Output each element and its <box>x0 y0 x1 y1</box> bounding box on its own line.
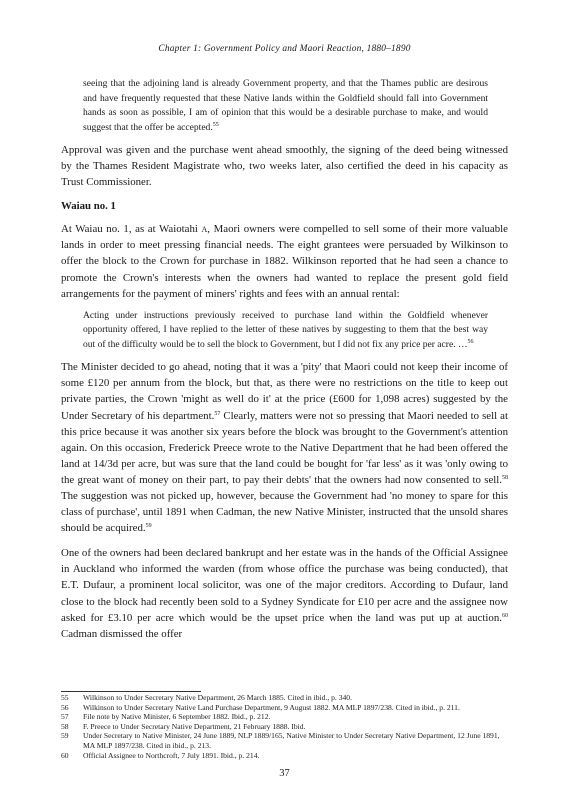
footnote-ref: 59 <box>145 523 152 530</box>
footnote-number: 57 <box>61 712 69 722</box>
footnote-ref: 57 <box>214 410 221 417</box>
footnote <box>61 731 508 750</box>
main-text <box>61 77 508 642</box>
block-quote <box>83 77 488 135</box>
footnote-number: 59 <box>61 731 69 741</box>
text-run: Clearly, matters were not so pressing that Maori needed to sell at this price because it was another six years before the block was brought to the Government's attention again. On this occasion, Frederick Preece wrote to the Native Department that he had been offered the land at 14/3d per acre, but was sure that the land could be bought for 'far less' as it was 'only owing to the great want of money on their part, to pay their debts' that the owners had now consented to sell. <box>61 409 508 486</box>
paragraph: Approval was given and the purchase went ahead smoothly, the signing of the deed being witnessed by the Thames Resident Magistrate who, two weeks later, also certified the deed in his capacity as Trust Commissioner. <box>61 144 508 189</box>
block-quote <box>83 309 488 353</box>
footnote-number: 56 <box>61 702 69 712</box>
text-run: One of the owners had been declared bankrupt and her estate was in the hands of the Official Assignee in Auckland who informed the warden (from whose office the purchase was being conducted), that E.T. Dufaur, a prominent local solicitor, was one of the major creditors. According to Dufaur, land close to the block had recently been sold to a Sydney Syndicate for £10 per acre and the assignee now asked for £3.10 per acre which would be the upset price when the land was put up at auction. <box>61 547 508 624</box>
text-run: At Waiau no. 1, as at Waiotahi <box>61 223 202 236</box>
footnote-number: 55 <box>61 693 69 702</box>
footnote-ref: 55 <box>212 121 219 128</box>
footnotes <box>61 693 508 760</box>
footnote <box>61 751 508 761</box>
footnote <box>61 712 508 722</box>
running-head: Chapter 1: Government Policy and Maori Reaction, 1880–1890 <box>158 44 411 54</box>
footnote-text: F. Preece to Under Secretary Native Department, 21 February 1888. Ibid. <box>83 721 306 731</box>
text-run: Cadman dismissed the offer <box>61 627 183 640</box>
footnote-ref: 60 <box>502 612 508 619</box>
paragraph <box>61 359 508 536</box>
footnote-text: Official Assignee to Northcroft, 7 July 1891. Ibid., p. 214. <box>83 750 260 760</box>
footnote-number: 58 <box>61 721 69 731</box>
footnote-text: File note by Native Minister, 6 September 1882. Ibid., p. 212. <box>83 712 271 722</box>
quote-text: Acting under instructions previously received to purchase land within the Goldfield whenever opportunity offered, I have replied to the letter of these natives by suggesting to them that the best way out of the difficulty would be to sell the block to Government, but I did not fix any price per acre. … <box>83 309 488 350</box>
page-number: 37 <box>279 768 290 779</box>
footnote <box>61 693 508 703</box>
footnote-rule <box>61 691 201 692</box>
text-run-smallcaps: a <box>201 223 208 236</box>
footnote <box>61 703 508 713</box>
text-run: , Maori owners were compelled to sell some of their more valuable lands in order to meet pressing financial needs. The eight grantees were persuaded by Wilkinson to offer the block to the Crown for purchase in 1882. Wilkinson reported that he had seen a chance to promote the Crown's interests when the owners had wanted to replace the present gold field arrangements for the payment of miners' rights and fees with an annual rental: <box>61 223 508 300</box>
footnote-ref: 56 <box>467 338 474 345</box>
footnote-text: Wilkinson to Under Secretary Native Land Purchase Department, 9 August 1882. MA MLP 1897/238. Cited in ibid., p. 211. <box>83 702 460 712</box>
quote-text: seeing that the adjoining land is already Government property, and that the Thames public are desirous and have frequently requested that these Native lands within the Goldfield should fall into Government hands as soon as possible, I am of opinion that this would be a desirable purchase to make, and would suggest that the offer be accepted. <box>83 78 488 133</box>
footnote-text: Wilkinson to Under Secretary Native Department, 26 March 1885. Cited in ibid., p. 340. <box>83 693 353 702</box>
text-run: The Minister decided to go ahead, noting that it was a 'pity' that Maori could not keep their income of some £120 per annum from the block, but that, as there were no restrictions on the title to keep out private parties, the Crown 'might as well do it' at the price (£600 for 1,098 acres) suggested by the Under Secretary of his department. <box>61 361 508 422</box>
section-heading: Waiau no. 1 <box>61 200 116 213</box>
footnote <box>61 722 508 732</box>
paragraph <box>61 545 508 642</box>
paragraph <box>61 221 508 301</box>
footnote-ref: 58 <box>502 474 508 481</box>
footnote-text: Under Secretary to Native Minister, 24 June 1889, NLP 1889/165, Native Minister to Under Secretary Native Department, 12 June 1891, MA MLP 1897/238. Cited in ibid., p. 213. <box>83 731 500 750</box>
footnote-number: 60 <box>61 750 69 760</box>
text-run: The suggestion was not picked up, however, because the Government had 'no money to spare for this class of purchase', until 1891 when Cadman, the new Native Minister, instructed that the unsold shares should be acquired. <box>61 490 508 535</box>
